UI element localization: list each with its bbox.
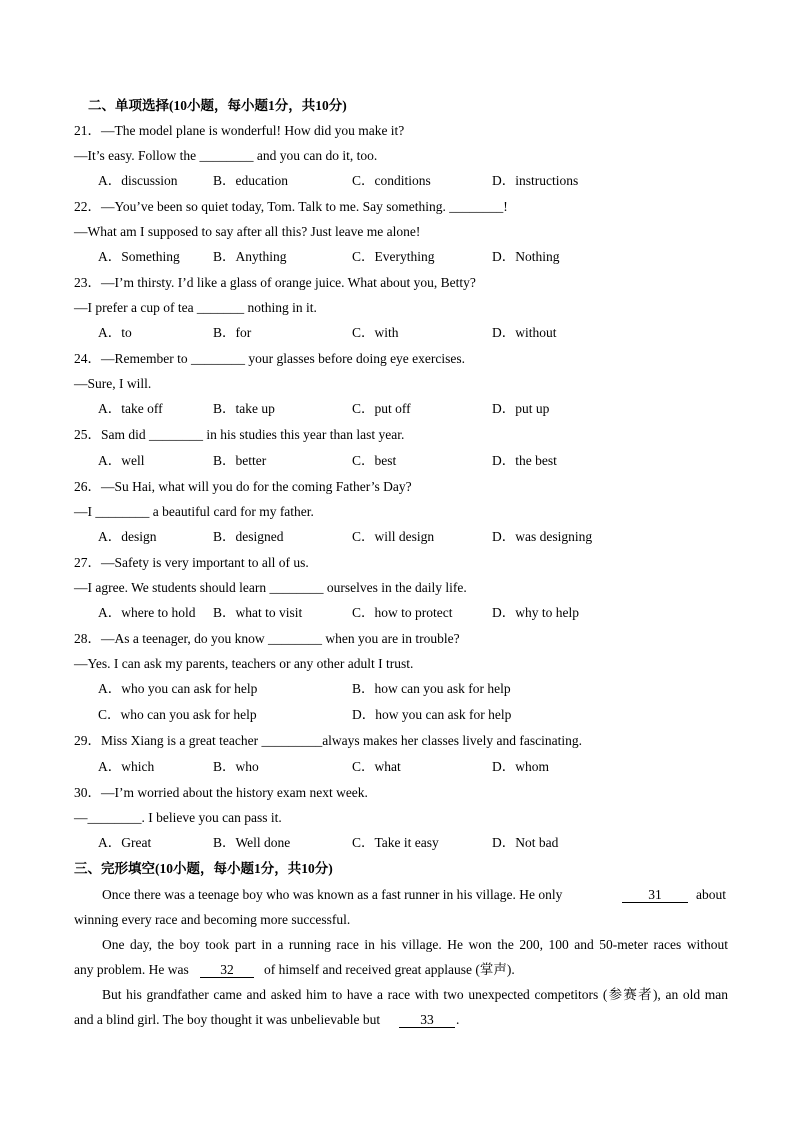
q24-option-d[interactable]: D．put up: [492, 401, 550, 416]
passage-p2-text-b: any problem. He was: [74, 962, 189, 977]
passage-p3-line-1: [102, 987, 728, 1003]
question-26-line-2: —I ________ a beautiful card for my father.: [74, 504, 314, 519]
q27-option-c[interactable]: C．how to protect: [352, 605, 453, 620]
q28-option-d[interactable]: D．how you can ask for help: [352, 707, 512, 722]
q27-option-b[interactable]: B．what to visit: [213, 605, 303, 620]
cloze-blank-33[interactable]: 33: [399, 1012, 455, 1028]
passage-p3-text-b: and a blind girl. The boy thought it was unbelievable but: [74, 1012, 381, 1027]
passage-p2-text-c: of himself and received great applause (掌声).: [264, 962, 515, 977]
q28-option-b[interactable]: B．how can you ask for help: [352, 681, 511, 696]
passage-p1-line-1: [102, 887, 562, 903]
passage-p2-line-1: [102, 937, 728, 953]
q23-option-b[interactable]: B．for: [213, 325, 252, 340]
question-21-line-1: 21．—The model plane is wonderful! How did you make it?: [74, 123, 405, 138]
q25-option-b[interactable]: B．better: [213, 453, 267, 468]
question-25-line-1: 25．Sam did ________ in his studies this year than last year.: [74, 427, 405, 442]
q24-option-a[interactable]: A．take off: [98, 401, 163, 416]
q30-option-d[interactable]: D．Not bad: [492, 835, 559, 850]
q21-option-b[interactable]: B．education: [213, 173, 288, 188]
q27-option-d[interactable]: D．why to help: [492, 605, 579, 620]
section-title-cloze: 三、完形填空(10小题，每小题1分，共10分): [74, 861, 333, 876]
q29-option-c[interactable]: C．what: [352, 759, 401, 774]
q26-option-d[interactable]: D．was designing: [492, 529, 593, 544]
q24-option-c[interactable]: C．put off: [352, 401, 411, 416]
q23-option-d[interactable]: D．without: [492, 325, 557, 340]
question-21-line-2: —It’s easy. Follow the ________ and you can do it, too.: [74, 148, 378, 163]
q22-option-a[interactable]: A．Something: [98, 249, 180, 264]
passage-p1-line-2: winning every race and becoming more successful.: [74, 912, 351, 927]
q25-option-c[interactable]: C．best: [352, 453, 397, 468]
question-24-line-1: 24．—Remember to ________ your glasses before doing eye exercises.: [74, 351, 466, 366]
question-26-line-1: 26．—Su Hai, what will you do for the coming Father’s Day?: [74, 479, 412, 494]
question-23-line-1: 23．—I’m thirsty. I’d like a glass of orange juice. What about you, Betty?: [74, 275, 476, 290]
q23-option-a[interactable]: A．to: [98, 325, 132, 340]
q30-option-b[interactable]: B．Well done: [213, 835, 291, 850]
question-23-line-2: —I prefer a cup of tea _______ nothing in it.: [74, 300, 317, 315]
q22-option-b[interactable]: B．Anything: [213, 249, 287, 264]
q27-option-a[interactable]: A．where to hold: [98, 605, 196, 620]
question-22-line-2: —What am I supposed to say after all this? Just leave me alone!: [74, 224, 421, 239]
question-30-line-1: 30．—I’m worried about the history exam next week.: [74, 785, 368, 800]
question-27-line-2: —I agree. We students should learn ________ ourselves in the daily life.: [74, 580, 467, 595]
q21-option-d[interactable]: D．instructions: [492, 173, 579, 188]
question-29-line-1: 29．Miss Xiang is a great teacher _________always makes her classes lively and fascinating.: [74, 733, 582, 748]
question-28-line-1: 28．—As a teenager, do you know ________ when you are in trouble?: [74, 631, 460, 646]
passage-p1-text-a: Once there was a teenage boy who was known as a fast runner in his village. He only: [102, 887, 563, 902]
q30-option-a[interactable]: A．Great: [98, 835, 152, 850]
passage-p3-text-a: But his grandfather came and asked him to have a race with two unexpected competitors (参赛者), an old man: [102, 987, 728, 1002]
q26-option-a[interactable]: A．design: [98, 529, 157, 544]
q30-option-c[interactable]: C．Take it easy: [352, 835, 439, 850]
q29-option-b[interactable]: B．who: [213, 759, 259, 774]
q29-option-a[interactable]: A．which: [98, 759, 155, 774]
cloze-blank-31[interactable]: 31: [622, 887, 688, 903]
question-24-line-2: —Sure, I will.: [74, 376, 152, 391]
question-30-line-2: —________. I believe you can pass it.: [74, 810, 282, 825]
cloze-blank-32[interactable]: 32: [200, 962, 254, 978]
q29-option-d[interactable]: D．whom: [492, 759, 549, 774]
q25-option-a[interactable]: A．well: [98, 453, 145, 468]
question-28-line-2: —Yes. I can ask my parents, teachers or any other adult I trust.: [74, 656, 414, 671]
q25-option-d[interactable]: D．the best: [492, 453, 557, 468]
q21-option-a[interactable]: A．discussion: [98, 173, 178, 188]
section-title-single-choice: 二、单项选择(10小题，每小题1分，共10分): [88, 98, 347, 113]
q21-option-c[interactable]: C．conditions: [352, 173, 431, 188]
q28-option-a[interactable]: A．who you can ask for help: [98, 681, 258, 696]
passage-p2-text-a: One day, the boy took part in a running race in his village. He won the 200, 100 and 50-meter races without: [102, 937, 728, 952]
question-22-line-1: 22．—You’ve been so quiet today, Tom. Talk to me. Say something. ________!: [74, 199, 508, 214]
question-27-line-1: 27．—Safety is very important to all of us.: [74, 555, 309, 570]
q26-option-b[interactable]: B．designed: [213, 529, 284, 544]
passage-p3-text-c: .: [456, 1012, 460, 1027]
q23-option-c[interactable]: C．with: [352, 325, 399, 340]
q22-option-c[interactable]: C．Everything: [352, 249, 435, 264]
passage-p1-text-b: about: [696, 887, 726, 902]
q28-option-c[interactable]: C．who can you ask for help: [98, 707, 257, 722]
q24-option-b[interactable]: B．take up: [213, 401, 275, 416]
q26-option-c[interactable]: C．will design: [352, 529, 435, 544]
q22-option-d[interactable]: D．Nothing: [492, 249, 560, 264]
